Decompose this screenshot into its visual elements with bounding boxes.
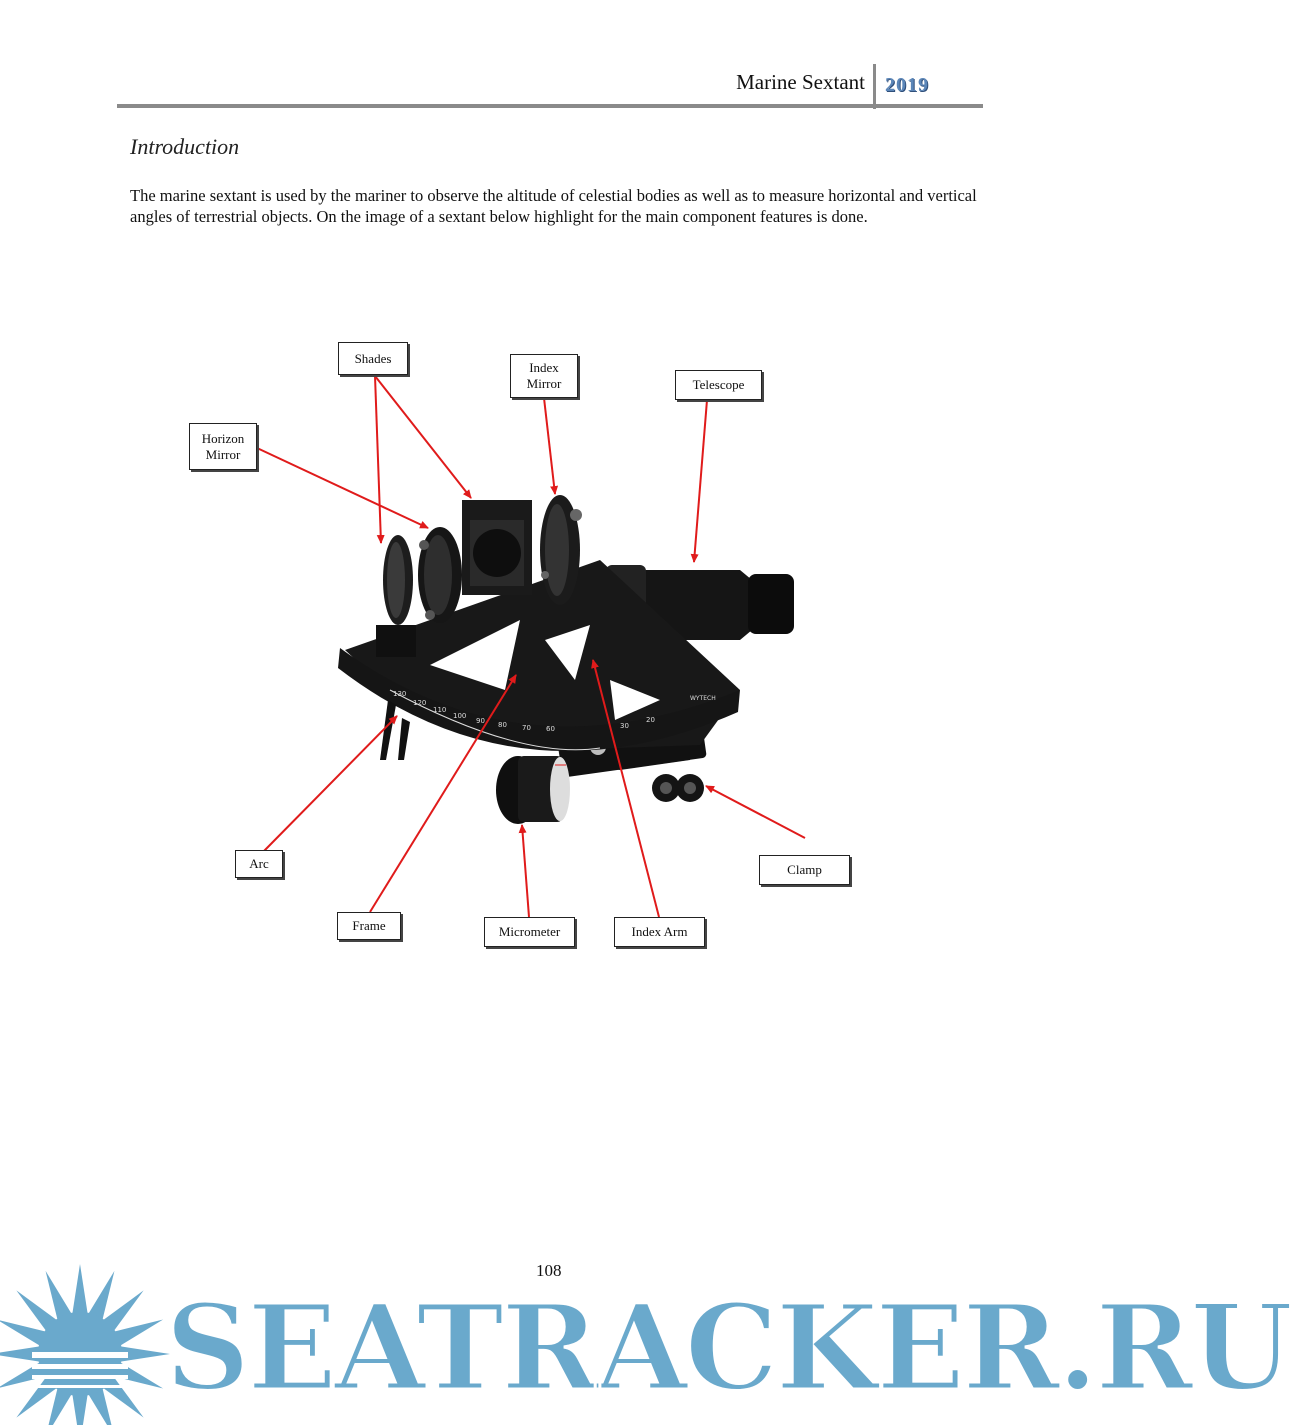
arrow-arc [264, 716, 397, 851]
micrometer-body [496, 756, 570, 824]
watermark-sun-logo [0, 1262, 170, 1425]
scale-number: 60 [546, 725, 555, 733]
arrow-index-mirror [544, 398, 555, 494]
scale-number: 120 [413, 699, 427, 707]
scale-number: 80 [498, 721, 507, 729]
arrow-clamp [706, 786, 805, 838]
callout-horizon-mirror: Horizon Mirror [189, 423, 257, 470]
arrow-shades-1 [375, 376, 381, 543]
callout-clamp: Clamp [759, 855, 850, 885]
callout-micrometer: Micrometer [484, 917, 575, 947]
index-mirror-body [462, 495, 582, 605]
scale-number: 110 [433, 706, 447, 714]
sextant-image [338, 495, 794, 824]
header-title: Marine Sextant [736, 70, 865, 94]
arrow-micrometer [522, 825, 529, 917]
callout-telescope: Telescope [675, 370, 762, 400]
scale-number: 70 [522, 724, 531, 732]
callout-shades: Shades [338, 342, 408, 375]
horizon-mirror-body [376, 535, 416, 657]
arrow-shades-2 [375, 376, 471, 498]
arrow-telescope [694, 400, 707, 562]
arrow-horizon-mirror [257, 448, 428, 528]
watermark-text: SEATRACKER.RU [165, 1278, 1290, 1417]
callout-frame: Frame [337, 912, 401, 940]
scale-number: 90 [476, 717, 485, 725]
scale-number: 20 [646, 716, 655, 724]
intro-paragraph: The marine sextant is used by the mariner to observe the altitude of celestial bodies as well as to measure horizontal and vertical angles of terrestrial objects. On the image of a sextant below highlight for the main component features is done. [130, 186, 977, 226]
section-title: Introduction [130, 134, 240, 159]
callout-index-mirror: Index Mirror [510, 354, 578, 398]
page-number: 108 [536, 1261, 562, 1280]
clamp-body [652, 774, 704, 802]
scale-number: 30 [620, 722, 629, 730]
brand-mark: WYTECH [690, 695, 716, 702]
callout-index-arm: Index Arm [614, 917, 705, 947]
scale-number: 130 [393, 690, 407, 698]
shades-body [418, 527, 462, 623]
callout-arc: Arc [235, 850, 283, 878]
scale-number: 100 [453, 712, 467, 720]
header-year: 2019 [885, 74, 929, 96]
